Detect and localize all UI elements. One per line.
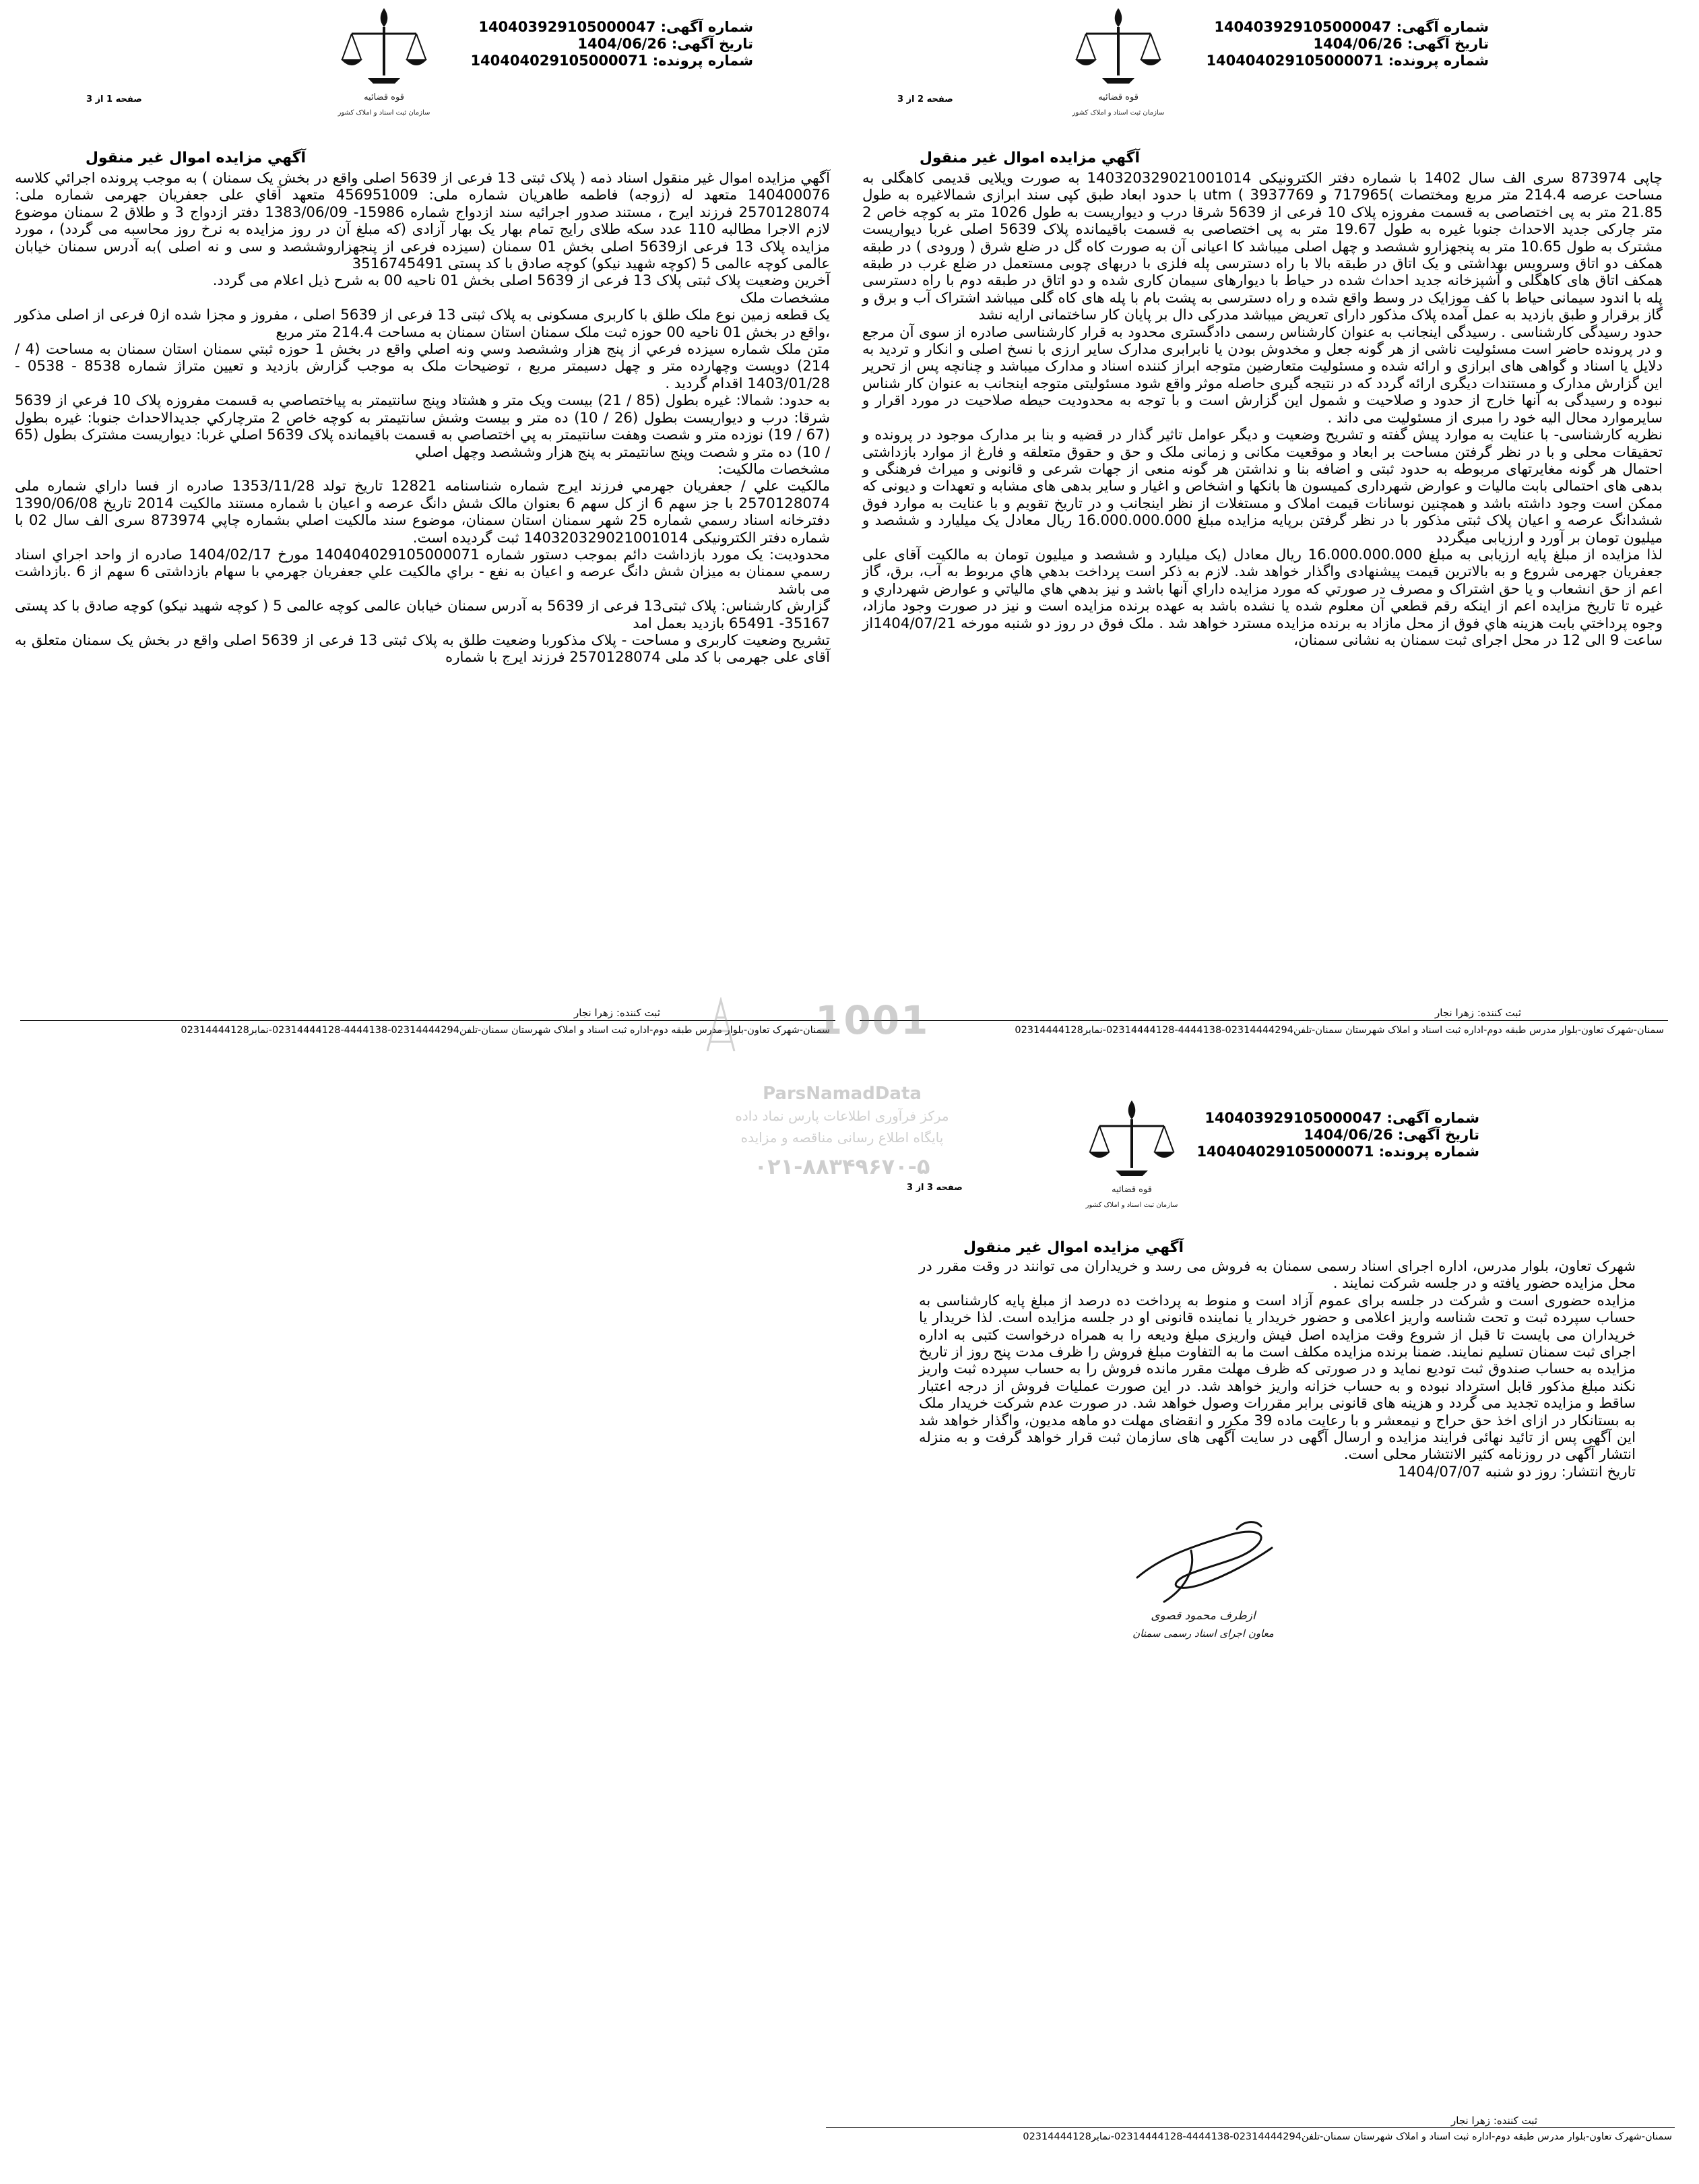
- notice-number: 140403929105000047: [1205, 1110, 1382, 1126]
- paragraph: مالكيت علي / جعفريان جهرمي فرزند ايرج شماره شناسنامه 12821 تاريخ تولد 1353/11/28 صادره از فسا داراي شماره ملی 2570128074 با جز سهم 6 از کل سهم 6 بعنوان مالک شش دانگ عرصه و اعيان با شماره مستند مالكيت 2014 تاريخ 1390/06/08 دفترخانه اسناد رسمي شماره 25 شهر سمنان استان سمنان، موضوع سند مالكيت اصلي بشماره چاپي 873974 سری الف سال 02 با شماره دفتر الكترونيكی 140320329021001014 ثبت گرديده است.: [15, 478, 831, 547]
- page-title: آگهي مزايده اموال غير منقول: [919, 150, 1140, 166]
- watermark-brand: ParsNamadData: [763, 1084, 922, 1104]
- page-number: صفحه 1 از 3: [86, 94, 142, 104]
- paragraph: متن ملک شماره سيزده فرعي از پنج هزار وششصد وسي ونه اصلي واقع در بخش 1 حوزه ثبتي سمنان استان سمنان به مساحت (4 / 214) دويست وچهارده متر و چهل دسيمتر مربع ، توضيحات ملک به موجب گزارش بازديد و تعيين متراژ شماره 8538 - 0538 - 1403/01/28 اقدام گرديد .: [15, 341, 830, 392]
- header-meta: [1196, 1110, 1479, 1160]
- page-number: صفحه 2 از 3: [897, 94, 953, 104]
- file-number-label: شماره پرونده:: [1388, 53, 1489, 69]
- page-2: [850, 0, 1699, 1051]
- paragraph: چاپی 873974 سری الف سال 1402 با شماره دفتر الكترونيكی 140320329021001014 به صورت ويلايی قديمی كاهگلی به مساحت عرصه 214.4 متر مربع ومختصات )717965 و 3937769 ) utm با حدود ابعاد طبق كپی سند ابرازی شمالاغيره به طول 21.85 متر به پی اختصاصی به قسمت مفروزه پلاک 10 فرعی از 5639 شرقا درب و ديواريست به طول 1026 متر به كوچه خاص 2 متر چاركی جديد الاحداث جنوبا غيره به طول 19.67 متر به پی اختصاصی به قسمت باقيمانده پلاک 5639 اصلی غربا ديواريست مشترک به طول 10.65 متر به پنجهزارو ششصد و چهل اصلی ميباشد كا اعيانی آن به صورت كاه گل در ضلع شرق ( ورودی ) در طبقه همكف دو اتاق وسرويس بهداشتی و يک اتاق در طبقه بالا با راه دسترسی پله فلزی با دربهای چوبی مستعمل در ضلع غرب در طبقه همكف اتاق های كاهگلی و آشپزخانه جديد احداث شده در حياط با ديوارهای سيمان كاری شده و دو اتاق در طبقه دوم با راه دسترسی پله با اندود سيمانی حياط با كف موزايک در وسط واقع شده و راه دسترسی به پشت بام با پله های كاه گلی ميباشد اشتراک آب و برق و گاز برقرار و طبق بازديد به عمل آمده پلاک مذكور دارای تعريض ميباشد مدركی دال بر پايان كار ساختمانی ارايه نشد: [862, 170, 1663, 324]
- registrar: ثبت كننده: زهرا نجار: [574, 1007, 660, 1019]
- emblem-caption-top: قوه قضائيه: [1112, 1185, 1152, 1195]
- file-number: 140404029105000071: [470, 53, 648, 69]
- notice-date-label: تاریخ آگهی:: [671, 36, 753, 52]
- judiciary-emblem-icon: [337, 4, 431, 122]
- watermark-line-2: پایگاه اطلاع رسانی مناقصه و مزایده: [740, 1129, 944, 1146]
- notice-number: 140403929105000047: [478, 19, 656, 35]
- section-heading: مشخصات مالكيت:: [717, 460, 830, 478]
- watermark-digits: 1001: [815, 997, 930, 1043]
- footer-address: سمنان-شهرک تعاون-بلوار مدرس طبقه دوم-اداره ثبت اسناد و املاک شهرستان سمنان-تلفن02314444294-4444138-02314444128-نمابر02314444128: [1023, 2131, 1672, 2142]
- footer-address: سمنان-شهرک تعاون-بلوار مدرس طبقه دوم-اداره ثبت اسناد و املاک شهرستان سمنان-تلفن02314444294-4444138-02314444128-نمابر02314444128: [1015, 1025, 1664, 1036]
- notice-date: 1404/06/26: [1304, 1127, 1393, 1143]
- page-1: [0, 0, 850, 1051]
- emblem-caption-bottom: سازمان ثبت اسناد و املاک كشور: [1072, 109, 1165, 117]
- watermark-line-1: مرکز فرآوری اطلاعات پارس نماد داده: [735, 1108, 949, 1124]
- file-number-label: شماره پرونده:: [1378, 1144, 1479, 1160]
- file-number-label: شماره پرونده:: [652, 53, 753, 69]
- paragraph: يک قطعه زمين نوع ملک طلق با كاربری مسكونی به پلاک ثبتی 13 فرعی از 5639 اصلی ، مفروز و مجزا شده از0 فرعی از اصلی مذكور ،واقع در بخش 01 ناحيه 00 حوزه ثبت ملک سمنان استان سمنان به مساحت 214.4 متر مربع: [15, 307, 830, 341]
- emblem-caption-top: قوه قضائيه: [364, 92, 404, 102]
- paragraph: مزايده حضوری است و شركت در جلسه برای عموم آزاد است و منوط به پرداخت ده درصد از مبلغ پايه كارشناسی به حساب سپرده ثبت و تحت شناسه واريز اعلامی و حضور خريدار يا نماينده قانونی او در جلسه مزايده است. لذا خريدار يا خريداران می بايست تا قبل از شروع وقت مزايده اصل فيش واريزی مبلغ وديعه را به همراه درخواست كتبی به اداره اجرای ثبت سمنان تسليم نمايند. ضمنا برنده مزايده مكلف است ما به التفاوت مبلغ فروش را ظرف مدت پنج روز از تاريخ مزايده به حساب صندوق ثبت توديع نمايد و در صورتی كه ظرف مهلت مقرر مانده فروش را به حساب سپرده ثبت واريز نكند مبلغ مذكور قابل استرداد نبوده و به حساب خزانه واريز خواهد شد. در اين صورت عمليات فروش از درجه اعتبار ساقط و مزايده تجديد می گردد و هزينه های قانونی برابر مقررات وصول خواهد شد. در صورت عدم شركت خريدار ملک به بستانكار در ازای اخذ حق حراج و نيمعشر و با رعايت ماده 39 مكرر و انقضای مهلت دو ماهه مديون، واگذار خواهد شد اين آگهی پس از تائيد نهائی فرايند مزايده و ارسال آگهی در سايت آگهی های سازمان ثبت قرار خواهد گرفت و به منزله انتشار آگهی در روزنامه كثير الانتشار محلی است.: [919, 1292, 1636, 1464]
- notice-number-label: شماره آگهی:: [660, 19, 753, 35]
- file-number: 140404029105000071: [1206, 53, 1384, 69]
- notice-number-label: شماره آگهی:: [1386, 1110, 1479, 1126]
- notice-body: [862, 170, 1663, 649]
- judiciary-emblem-icon: [1085, 1096, 1179, 1214]
- paragraph: محدوديت: يک مورد بازداشت دائم بموجب دستور شماره 140404029105000071 مورخ 1404/02/17 صادره از واحد اجراي اسناد رسمي سمنان به ميزان شش دانگ عرصه و اعيان به نفع - براي مالكيت علي جعفريان جهرمي با سهام بازداشتی 6 سهم از 6 .بازداشت می باشد: [15, 546, 831, 598]
- signature: [1102, 1513, 1304, 1648]
- emblem-caption-bottom: سازمان ثبت اسناد و املاک كشور: [1085, 1202, 1178, 1209]
- paragraph: لذا مزايده از مبلغ پايه ارزيابی به مبلغ 16.000.000.000 ريال معادل (يک ميليارد و ششصد و ميليون تومان به مالكيت آقای علی جعفريان جهرمی شروع و به بالاترين قيمت پيشنهادی واگذار خواهد شد. لازم به ذكر است پرداخت بدهي هاي مربوط به آب، برق، گاز اعم از حق انشعاب و يا حق اشتراک و مصرف در صورتي كه مورد مزايده داراي آنها باشد و نيز بدهي هاي مالياتي و عوارض شهرداري و غيره تا تاريخ مزايده اعم از اينكه رقم قطعي آن معلوم شده يا نشده باشد به عهده برنده مزايده است و نيز در صورت وجود مازاد، وجوه پرداختي بابت هزينه هاي فوق از محل مازاد به برنده مزايده مسترد خواهد شد . ملک فوق در روز دو شنبه مورخه 1404/07/21از ساعت 9 الی 12 در محل اجرای ثبت سمنان به نشانی سمنان،: [862, 546, 1663, 649]
- header-meta: [470, 19, 753, 69]
- registrar: ثبت كننده: زهرا نجار: [1451, 2115, 1537, 2127]
- paragraph: آخرین وضعیت پلاک ثبتی پلاک 13 فرعی از 5639 اصلی بخش 01 ناحيه 00 به شرح ذيل اعلام می گردد.: [212, 272, 830, 290]
- registrar: ثبت كننده: زهرا نجار: [1435, 1007, 1521, 1019]
- watermark-tower-icon: [701, 997, 741, 1051]
- page-number: صفحه 3 از 3: [907, 1183, 963, 1193]
- notice-date: 1404/06/26: [1313, 36, 1403, 52]
- paragraph: نظريه كارشناسی- با عنايت به موارد پيش گفته و تشريح وضعيت و ديگر عوامل تاثير گذار در قضيه و بنا بر مدارک موجود در پرونده و تحقيقات محلی و با در نظر گرفتن مساحت بر ابعاد و موقعيت مكانی و زمانی ملک و حق و حقوق متعلقه و فارغ از موارد بازداشتی احتمال هر گونه مغايرتهای مربوطه به حدود ثبتی و اضافه بنا و نداشتن هر گونه منعی از جهات شرعی و قانونی و ميراث فرهنگی و بدهی های احتمالی بابت ماليات و عوارض شهرداری كميسون ها بانكها و اشخاص و اغيار و ساير بدهی های مشابه و تعهدات و ديونی كه ممكن است وجود داشته باشد و همچنين نوسانات قيمت املاک و مستغلات از نظر اينجانب و در تاريخ تقويم و با عنايت به موارد فوق ششدانگ عرصه و اعيان پلاک ثبتی مذكور با در نظر گرفتن برپايه مزايده مبلغ 16.000.000.000 ريال معادل يک ميليارد و ششصد و ميليون تومان بر آورد و ارزيابی ميگردد: [862, 427, 1663, 547]
- emblem-caption-top: قوه قضائيه: [1098, 92, 1139, 102]
- paragraph: به حدود: شمالا: غيره بطول (85 / 21) بيست ويک متر و هشتاد وپنج سانتيمتر به پياختصاصي به قسمت مفروزه پلاک 10 فرعي از 5639 شرقا: درب و ديواريست بطول (26 / 10) ده متر و بيست وشش سانتيمتر به کوچه خاص 2 مترچارکي جديدالاحداث جنوبا: غيره بطول (67 / 19) نوزده متر و شصت وهفت سانتيمتر به پي اختصاصي به قسمت باقيمانده پلاک 5639 اصلي غربا: ديواريست مشترک بطول (65 / 10) ده متر و شصت وپنج سانتيمتر به پنج هزار وششصد وچهل اصلي: [15, 392, 830, 461]
- notice-body: [919, 1258, 1636, 1480]
- notice-date-label: تاریخ آگهی:: [1397, 1127, 1479, 1143]
- paragraph: آگهي مزايده اموال غير منقول اسناد ذمه ( پلاک ثبتی 13 فرعی از 5639 اصلی واقع در بخش یک سمنان ) به موجب پرونده اجرائي كلاسه 140400076 متعهد له (زوجه) فاطمه طاهريان شماره ملی: 456951009 متعهد آقاي علی جعفريان جهرمی شماره ملی: 2570128074 فرزند ايرج ، مستند صدور اجرائيه سند ازدواج شماره 15986- 1383/06/09 دفتر ازدواج 3 و طلاق 2 سمنان موضوع لازم الاجرا مطالبه 110 عدد سکه طلای رايج تمام بهار يک بهار آزادی (كه مبلغ آن در روز مزايده به نرخ روز محاسبه می گردد) ، مورد مزايده پلاک 13 فرعی از5639 اصلی بخش 01 سمنان (سيزده فرعی از پنجهزاروششصد و سی و نه اصلی )به آدرس سمنان خيابان عالمی كوچه عالمی 5 (كوچه شهيد نيكو) كوچه صادق با كد پستی 3516745491: [15, 170, 830, 273]
- page-title: آگهي مزايده اموال غير منقول: [85, 150, 306, 166]
- notice-date: 1404/06/26: [577, 36, 667, 52]
- notice-body: [15, 170, 830, 666]
- notice-date-label: تاریخ آگهی:: [1407, 36, 1489, 52]
- footer-address: سمنان-شهرک تعاون-بلوار مدرس طبقه دوم-اداره ثبت اسناد و املاک شهرستان سمنان-تلفن02314444294-4444138-02314444128-نمابر02314444128: [181, 1025, 830, 1036]
- signature-name: ازطرف محمود قصوی: [1151, 1609, 1256, 1623]
- signature-title: معاون اجرای اسناد رسمی سمنان: [1132, 1627, 1274, 1640]
- file-number: 140404029105000071: [1196, 1144, 1374, 1160]
- notice-number: 140403929105000047: [1214, 19, 1392, 35]
- paragraph: گزارش كارشناس: پلاک ثبتی13 فرعی از 5639 به آدرس سمنان خيابان عالمی كوچه عالمی 5 ( كوچه شهيد نيكو) كوچه صادق با كد پستی 35167- 65491 بازديد بعمل امد: [15, 598, 830, 632]
- page-title: آگهي مزايده اموال غير منقول: [963, 1239, 1184, 1256]
- paragraph: تشريح وضعيت كاربری و مساحت - پلاک مذكوربا وضعيت طلق به پلاک ثبتی 13 فرعی از 5639 اصلی واقع در بخش يک سمنان متعلق به آقای علی جهرمی با كد ملی 2570128074 فرزند ايرج با شماره: [15, 631, 830, 666]
- publish-date: تاريخ انتشار: روز دو شنبه 1404/07/07: [1398, 1463, 1636, 1480]
- header-meta: [1206, 19, 1489, 69]
- judiciary-emblem-icon: [1071, 4, 1165, 122]
- footer-divider: [826, 2127, 1675, 2128]
- section-heading: مشخصات ملک: [740, 289, 830, 307]
- watermark-phone: ۰۲۱-۸۸۳۴۹۶۷۰-۵: [754, 1154, 930, 1179]
- paragraph: شهرک تعاون، بلوار مدرس، اداره اجرای اسناد رسمی سمنان به فروش می رسد و خريداران می توانند در وقت مقرر در محل مزايده حضور يافته و در جلسه شركت نمايند .: [919, 1258, 1636, 1292]
- page-3: [812, 1068, 1699, 2184]
- paragraph: حدود رسيدگی كارشناسی . رسيدگی اينجانب به عنوان كارشناس رسمی دادگستری محدود به قرار كارشناسی صادره از سوی آن مرجع و در پرونده حاضر است مسئوليت ناشی از هر گونه جعل و مخدوش بودن يا نابرابری مدارک ساير ارزی با نسخ اصلی و انكار و ترديد به دلايل يا اسناد و گواهی های ابرازی و ارائه شده و مسئوليت متعارضين متوجه ابراز كننده اسناد و مدارک ميباشد و چنانچه پس از تحرير اين گزارش مدارک و مستندات ديگری ارائه گردد كه در نتيجه گيری حاصله موثر واقع شود مسئوليتی متوجه اينجانب به عنوان كار شناس نبوده و رسيدگی به آنها خارج از حدود و صلاحيت و شمول اين گزارش است و با توجه به محدوديت حيطه صلاحيت در مورد اقرار و سايرموارد محال اليه خود را مبری از مسئوليت می داند .: [862, 323, 1663, 427]
- emblem-caption-bottom: سازمان ثبت اسناد و املاک كشور: [338, 109, 430, 117]
- notice-number-label: شماره آگهی:: [1396, 19, 1489, 35]
- parsnamad-watermark: [680, 997, 1004, 1220]
